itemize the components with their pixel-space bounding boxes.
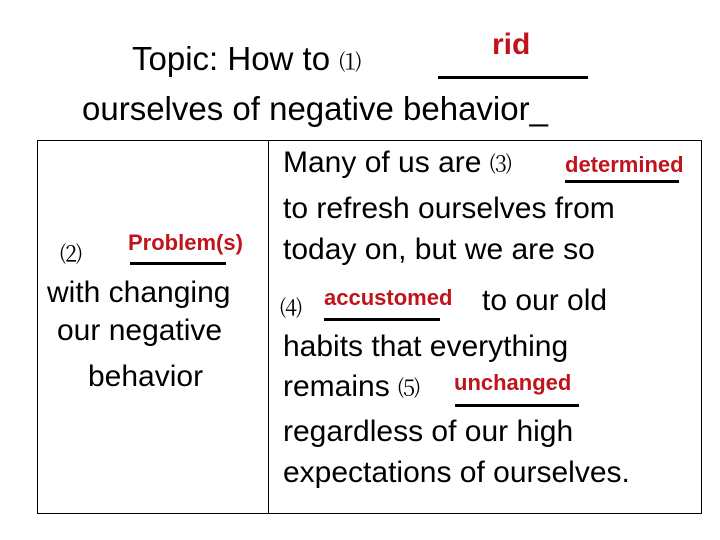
left-line-3: behavior (88, 360, 204, 393)
blank-number-1: ⑴ (339, 50, 363, 75)
right-line-2: to refresh ourselves from (283, 192, 615, 225)
topic-line-2-text: ourselves of negative behavior (82, 90, 530, 127)
topic-trail: _ (529, 90, 548, 127)
right-line-3: today on, but we are so (283, 233, 595, 266)
right-line-6-text: remains (283, 370, 390, 403)
blank-line-2 (130, 262, 226, 265)
answer-2: Problem(s) (128, 230, 243, 255)
right-line-7: regardless of our high (283, 415, 574, 448)
blank-line-5 (455, 404, 579, 407)
blank-line-4 (324, 318, 440, 321)
right-line-6 (283, 370, 421, 404)
left-line-1: with changing (47, 276, 231, 309)
topic-label: Topic: How to (132, 40, 331, 77)
answer-5: unchanged (454, 370, 572, 395)
blank-number-3: ⑶ (489, 152, 513, 177)
blank-number-2: ⑵ (60, 242, 84, 267)
answer-4: accustomed (324, 285, 453, 310)
right-line-1 (283, 146, 513, 180)
column-divider (268, 140, 269, 513)
topic-line-1 (132, 40, 362, 78)
blank-line-3 (565, 180, 679, 183)
blank-line-1 (438, 76, 588, 79)
blank-number-5: ⑸ (398, 376, 422, 401)
answer-1: rid (492, 28, 531, 61)
right-line-1-text: Many of us are (283, 146, 482, 179)
answer-3: determined (565, 152, 684, 177)
blank-number-4: ⑷ (280, 296, 304, 321)
right-line-4-tail: to our old (482, 284, 608, 317)
right-line-5: habits that everything (283, 330, 569, 363)
left-line-2: our negative (57, 314, 223, 347)
right-line-8: expectations of ourselves. (283, 456, 630, 489)
topic-line-2 (82, 90, 548, 128)
